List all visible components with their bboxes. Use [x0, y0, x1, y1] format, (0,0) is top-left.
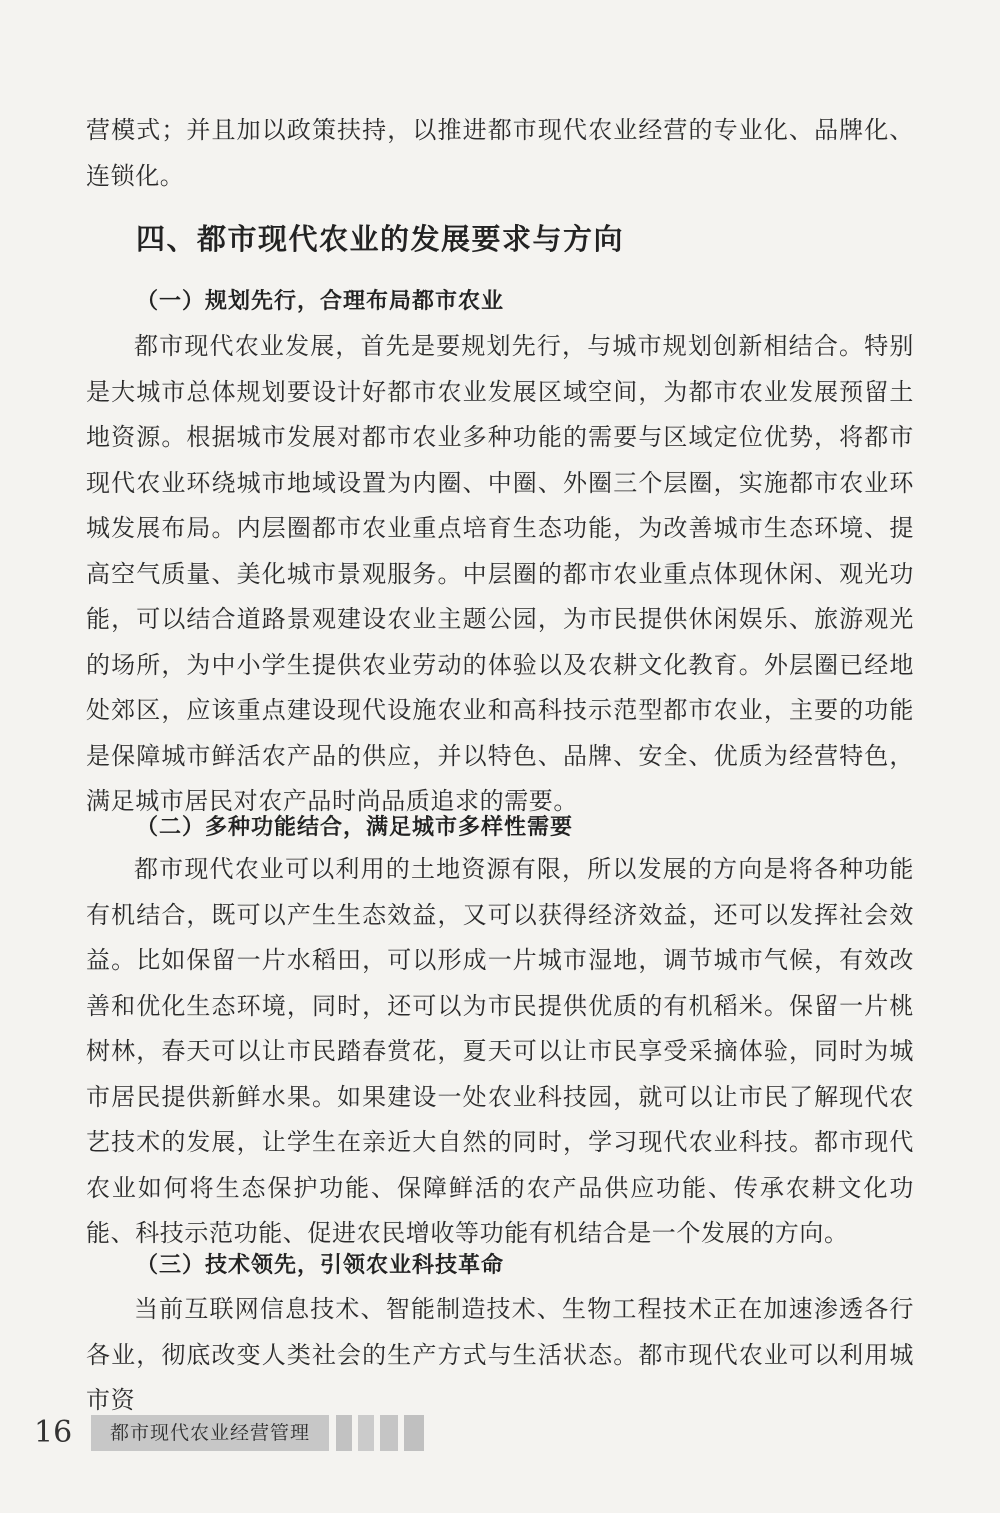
intro-paragraph-block	[86, 108, 914, 199]
subsection-2-body-block	[86, 847, 914, 1257]
subsection-3-title: （三）技术领先，引领农业科技革命	[136, 1252, 505, 1278]
subsection-2-title: （二）多种功能结合，满足城市多样性需要	[136, 814, 574, 840]
running-book-title: 都市现代农业经营管理	[91, 1415, 329, 1451]
decorative-bar	[380, 1415, 398, 1451]
decorative-bar	[336, 1415, 352, 1451]
intro-paragraph: 营模式；并且加以政策扶持，以推进都市现代农业经营的专业化、品牌化、连锁化。	[86, 116, 914, 190]
subsection-1-body-block	[86, 324, 914, 825]
subsection-3-body-block	[86, 1287, 914, 1424]
subsection-3-body: 当前互联网信息技术、智能制造技术、生物工程技术正在加速渗透各行各业，彻底改变人类社会的生产方式与生活状态。都市现代农业可以利用城市资	[86, 1295, 914, 1414]
decorative-bar	[358, 1415, 374, 1451]
section-title: 四、都市现代农业的发展要求与方向	[136, 222, 625, 256]
subsection-1-title: （一）规划先行，合理布局都市农业	[136, 288, 505, 314]
subsection-2-body: 都市现代农业可以利用的土地资源有限，所以发展的方向是将各种功能有机结合，既可以产生生态效益，又可以获得经济效益，还可以发挥社会效益。比如保留一片水稻田，可以形成一片城市湿地，调节城市气候，有效改善和优化生态环境，同时，还可以为市民提供优质的有机稻米。保留一片桃树林，春天可以让市民踏春赏花，夏天可以让市民享受采摘体验，同时为城市居民提供新鲜水果。如果建设一处农业科技园，就可以让市民了解现代农艺技术的发展，让学生在亲近大自然的同时，学习现代农业科技。都市现代农业如何将生态保护功能、保障鲜活的农产品供应功能、传承农耕文化功能、科技示范功能、促进农民增收等功能有机结合是一个发展的方向。	[86, 855, 914, 1247]
decorative-bar	[404, 1415, 424, 1451]
subsection-1-body: 都市现代农业发展，首先是要规划先行，与城市规划创新相结合。特别是大城市总体规划要设计好都市农业发展区域空间，为都市农业发展预留土地资源。根据城市发展对都市农业多种功能的需要与区域定位优势，将都市现代农业环绕城市地域设置为内圈、中圈、外圈三个层圈，实施都市农业环城发展布局。内层圈都市农业重点培育生态功能，为改善城市生态环境、提高空气质量、美化城市景观服务。中层圈的都市农业重点体现休闲、观光功能，可以结合道路景观建设农业主题公园，为市民提供休闲娱乐、旅游观光的场所，为中小学生提供农业劳动的体验以及农耕文化教育。外层圈已经地处郊区，应该重点建设现代设施农业和高科技示范型都市农业，主要的功能是保障城市鲜活农产品的供应，并以特色、品牌、安全、优质为经营特色，满足城市居民对农产品时尚品质追求的需要。	[86, 332, 914, 815]
page-footer	[34, 1409, 454, 1457]
page-number: 16	[34, 1415, 73, 1450]
